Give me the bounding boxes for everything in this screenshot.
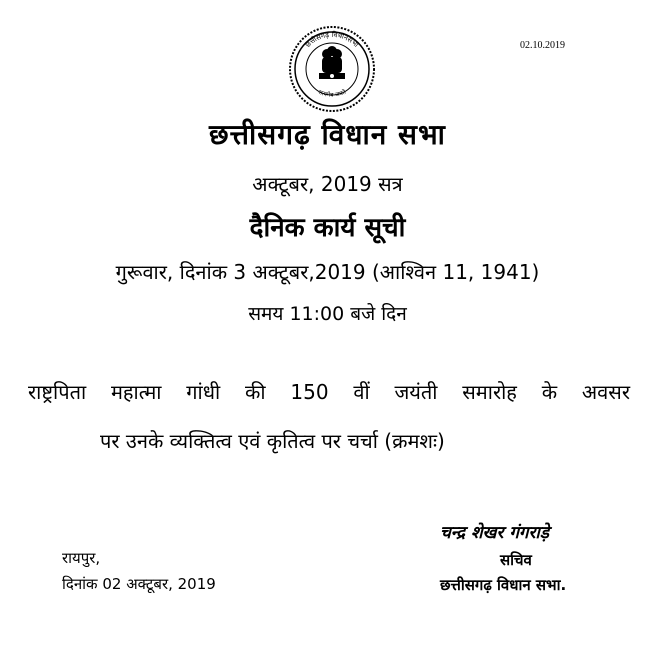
issue-place: रायपुर, bbox=[62, 549, 101, 567]
agenda-title: दैनिक कार्य सूची bbox=[249, 213, 406, 243]
emblem-motto: सत्यमेव जयते bbox=[316, 88, 348, 99]
issue-date: दिनांक 02 अक्टूबर, 2019 bbox=[62, 575, 216, 593]
date-stamp: 02.10.2019 bbox=[520, 40, 565, 51]
assembly-title: छत्तीसगढ़ विधान सभा bbox=[209, 118, 446, 151]
day-date-line: गुरूवार, दिनांक 3 अक्टूबर,2019 (आश्विन 11, 1941) bbox=[115, 260, 540, 284]
time-line: समय 11:00 बजे दिन bbox=[248, 303, 407, 325]
emblem-ring-text: छत्तीसगढ़ विधानसभा bbox=[303, 30, 360, 50]
assembly-emblem-icon bbox=[287, 24, 377, 114]
agenda-item-line-1: राष्ट्रपिता महात्मा गांधी की 150 वीं जयंती समारोह के अवसर bbox=[28, 380, 630, 404]
session-line: अक्टूबर, 2019 सत्र bbox=[252, 172, 403, 196]
signatory-name: चन्द्र शेखर गंगराड़े bbox=[440, 523, 549, 543]
signatory-designation: सचिव bbox=[500, 551, 532, 569]
agenda-item-line-2: पर उनके व्यक्तित्व एवं कृतित्व पर चर्चा (क्रमशः) bbox=[100, 429, 445, 453]
signatory-organization: छत्तीसगढ़ विधान सभा. bbox=[440, 576, 567, 594]
svg-text:सत्यमेव जयते bbox=[317, 88, 348, 99]
